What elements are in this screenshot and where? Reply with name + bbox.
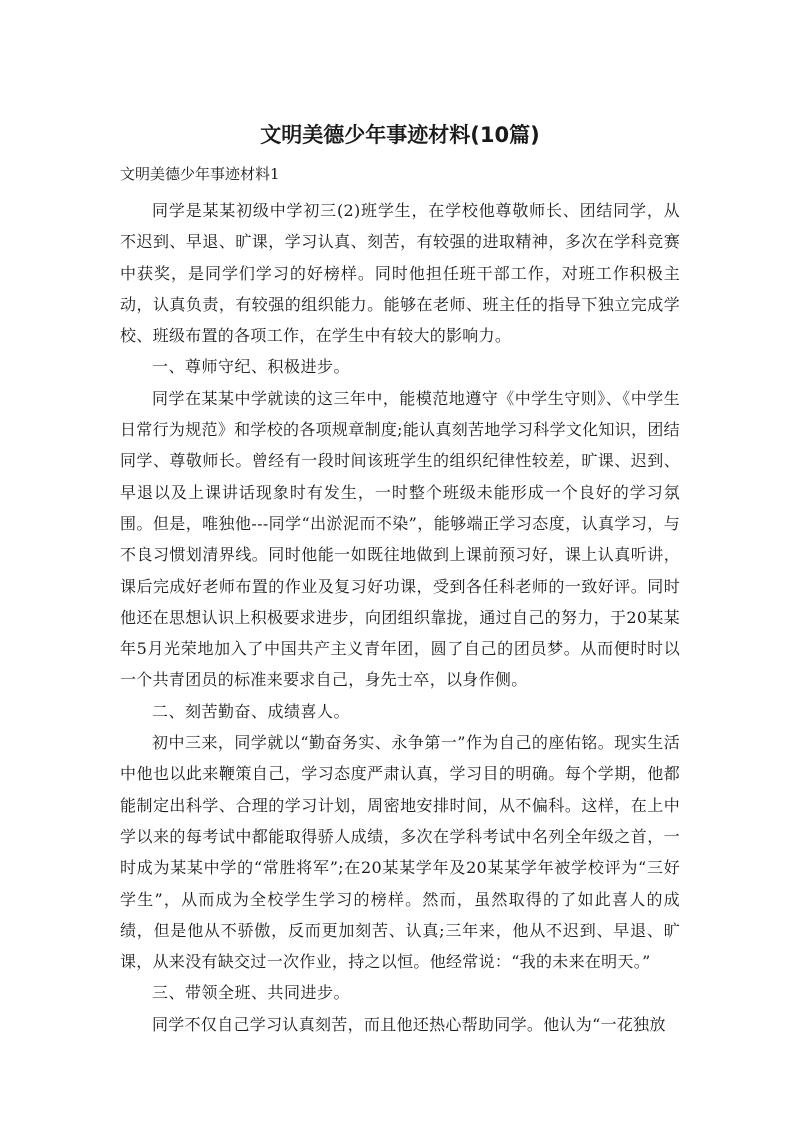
section-heading: 三、带领全班、共同进步。 [152, 983, 351, 1003]
body-paragraph: 同学不仅自己学习认真刻苦，而且他还热心帮助同学。他认为“一花独放 [152, 1014, 666, 1034]
section-heading: 二、刻苦勤奋、成绩喜人。 [152, 701, 351, 721]
body-paragraph: 初中三来，同学就以“勤奋务实、永争第一”作为自己的座佑铭。现实生活中他也以此来鞭策自己，学习态度严肃认真，学习目的明确。每个学期，他都能制定出科学、合理的学习计划，周密地安排时间，从不偏科。这样，在上中学以来的每考试中都能取得骄人成绩，多次在学科考试中名列全年级之首，一时成为某某中学的“常胜将军”;在20某某学年及20某某学年被学校评为“三好学生”，从而成为全校学生学习的榜样。然而，虽然取得的了如此喜人的成绩，但是他从不骄傲，反而更加刻苦、认真;三年来，他从不迟到、早退、旷课，从来没有缺交过一次作业，持之以恒。他经常说：“我的未来在明天。” [120, 733, 680, 972]
body-paragraph: 同学是某某初级中学初三(2)班学生，在学校他尊敬师长、团结同学，从不迟到、早退、旷课，学习认真、刻苦，有较强的进取精神，多次在学科竞赛中获奖，是同学们学习的好榜样。同时他担任班干部工作，对班工作积极主动，认真负责，有较强的组织能力。能够在老师、班主任的指导下独立完成学校、班级布置的各项工作，在学生中有较大的影响力。 [120, 201, 680, 346]
document-body [120, 195, 680, 1040]
body-paragraph: 同学在某某中学就读的这三年中，能模范地遵守《中学生守则》、《中学生日常行为规范》和学校的各项规章制度;能认真刻苦地学习科学文化知识，团结同学、尊敬师长。曾经有一段时间该班学生的组织纪律性较差，旷课、迟到、早退以及上课讲话现象时有发生，一时整个班级未能形成一个良好的学习氛围。但是，唯独他---同学“出淤泥而不染”，能够端正学习态度，认真学习，与不良习惯划清界线。同时他能一如既往地做到上课前预习好，课上认真听讲，课后完成好老师布置的作业及复习好功课，受到各任科老师的一致好评。同时他还在思想认识上积极要求进步，向团组织靠拢，通过自己的努力，于20某某年5月光荣地加入了中国共产主义青年团，圆了自己的团员梦。从而便时时以一个共青团员的标准来要求自己，身先士卒，以身作侧。 [120, 388, 680, 690]
document-subtitle: 文明美德少年事迹材料1 [120, 165, 280, 183]
section-heading: 一、尊师守纪、积极进步。 [152, 357, 351, 377]
document-title: 文明美德少年事迹材料(10篇) [260, 123, 540, 147]
